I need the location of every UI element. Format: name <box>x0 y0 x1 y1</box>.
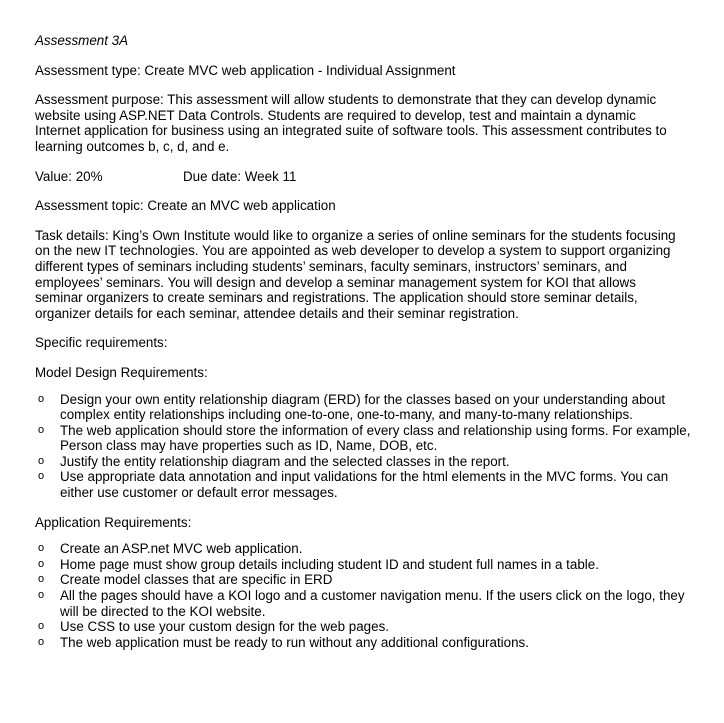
list-item-text: Create model classes that are specific in ERD <box>60 572 333 588</box>
circle-bullet-icon: o <box>37 573 45 586</box>
circle-bullet-icon: o <box>37 454 45 467</box>
list-item-text: Use CSS to use your custom design for the web pages. <box>60 619 389 635</box>
application-list <box>35 541 695 650</box>
list-item-text: Design your own entity relationship diagram (ERD) for the classes based on your understanding about complex entity relationships including one-to-one, one-to-many, and many-to-many relationships. <box>60 391 666 423</box>
specific-requirements-heading: Specific requirements: <box>35 335 168 351</box>
due-date: Due date: Week 11 <box>183 168 297 184</box>
circle-bullet-icon: o <box>37 392 45 405</box>
list-item-text: Create an ASP.net MVC web application. <box>60 541 303 557</box>
list-item-text: Use appropriate data annotation and input validations for the html elements in the MVC forms. You can either use customer or default error messages. <box>60 469 669 501</box>
list-item <box>35 423 695 454</box>
circle-bullet-icon: o <box>37 423 45 436</box>
circle-bullet-icon: o <box>37 470 45 483</box>
list-item-text: All the pages should have a KOI logo and a customer navigation menu. If the users click on the logo, they will be directed to the KOI website. <box>60 588 685 619</box>
circle-bullet-icon: o <box>37 557 45 570</box>
list-item <box>35 392 695 423</box>
task-details: Task details: King’s Own Institute would like to organize a series of online seminars for the students focusing on the new IT technologies. You are appointed as web developer to develop a system to support organizing different types of seminars including students’ seminars, faculty seminars, instructors’ seminars, and employees’ seminars. You will design and develop a seminar management system for KOI that allows seminar organizers to create seminars and registrations. The application should store seminar details, organizer details for each seminar, attendee details and their seminar registration. <box>35 227 676 321</box>
list-item <box>35 557 695 573</box>
list-item <box>35 588 695 619</box>
assessment-purpose: Assessment purpose: This assessment will allow students to demonstrate that they can develop dynamic website using ASP.NET Data Controls. Students are required to develop, test and maintain a dynamic Internet application for business using an integrated suite of software tools. This assessment contributes to learning outcomes b, c, d, and e. <box>35 92 667 154</box>
list-item <box>35 454 695 470</box>
application-heading: Application Requirements: <box>35 514 192 530</box>
assessment-topic: Assessment topic: Create an MVC web application <box>35 198 336 214</box>
list-item-text: Home page must show group details including student ID and student full names in a table. <box>60 556 599 572</box>
list-item <box>35 572 695 588</box>
circle-bullet-icon: o <box>37 635 45 648</box>
document-title: Assessment 3A <box>35 33 129 48</box>
value-due-row <box>35 169 724 185</box>
list-item <box>35 469 695 500</box>
list-item <box>35 619 695 635</box>
assessment-type: Assessment type: Create MVC web application - Individual Assignment <box>35 62 456 78</box>
circle-bullet-icon: o <box>37 542 45 555</box>
list-item <box>35 541 695 557</box>
list-item-text: Justify the entity relationship diagram and the selected classes in the report. <box>60 453 510 469</box>
assessment-value: Value: 20% <box>35 168 103 184</box>
circle-bullet-icon: o <box>37 620 45 633</box>
circle-bullet-icon: o <box>37 589 45 602</box>
model-design-heading: Model Design Requirements: <box>35 364 208 380</box>
list-item-text: The web application should store the information of every class and relationship using forms. For example, Person class may have properties such as ID, Name, DOB, etc. <box>60 422 691 454</box>
list-item <box>35 635 695 651</box>
list-item-text: The web application must be ready to run without any additional configurations. <box>60 634 529 650</box>
model-design-list <box>35 392 695 501</box>
